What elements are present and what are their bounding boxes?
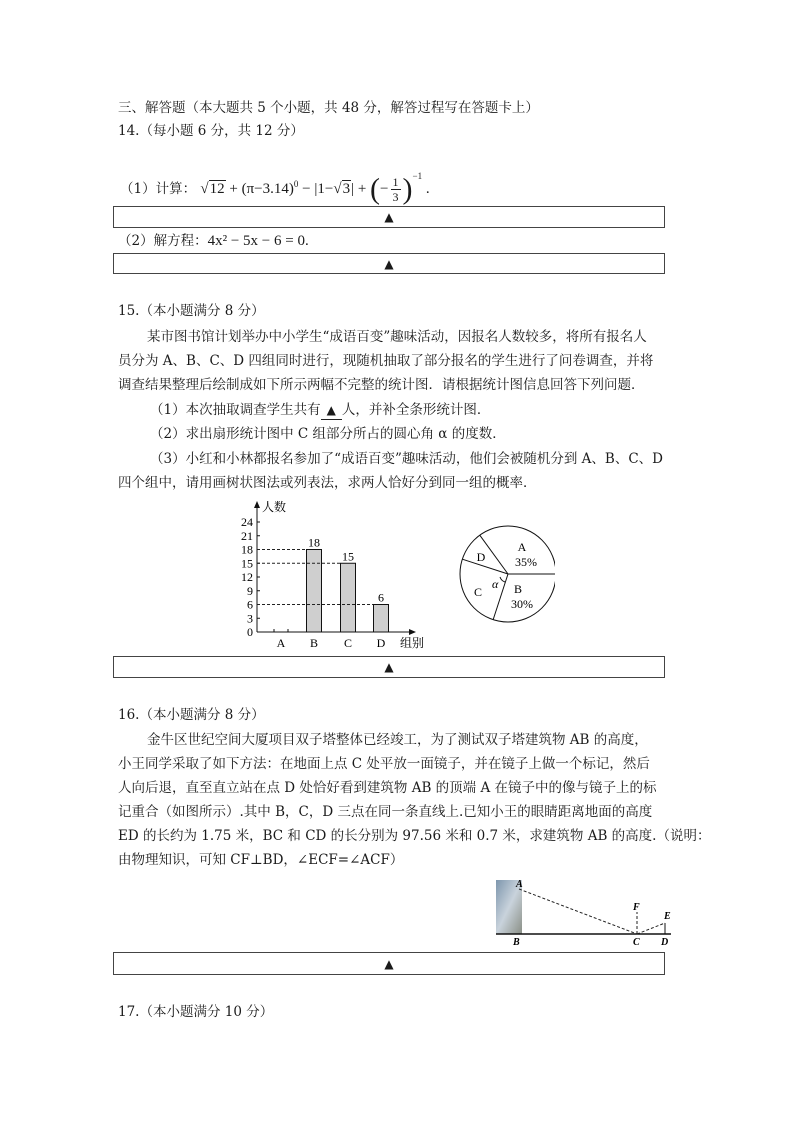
sqrt-arg: 12 xyxy=(209,181,225,197)
x-tick-label: A xyxy=(276,636,286,650)
period: . xyxy=(425,181,430,197)
q14-part1-expression: $√12 + (\pi-3.14)^0 - |1-√3|$ + (− $\frac{1}{3}$ )$^{-1}$ . xyxy=(200,171,430,206)
y-tick-label: 3 xyxy=(247,611,253,626)
q16-line-4: 记重合（如图所示）.其中 B，C，D 三点在同一条直线上.已知小王的眼睛距离地面的高度 xyxy=(118,804,653,820)
y-tick-label: 21 xyxy=(241,528,253,543)
pie-percent-B: 30% xyxy=(511,597,533,611)
bar-chart xyxy=(241,500,424,650)
ray-ac xyxy=(519,889,637,934)
statistics-charts xyxy=(225,500,555,655)
q14-header: 14.（每小题 6 分，共 12 分） xyxy=(118,123,304,139)
q15-sub2: （2）求出扇形统计图中 C 组部分所占的圆心角 α 的度数． xyxy=(150,426,506,442)
y-tick-label: 0 xyxy=(247,625,253,639)
label-f: F xyxy=(633,902,640,913)
fraction xyxy=(391,175,401,204)
q16-line-3: 人向后退，直至直立站在点 D 处恰好看到建筑物 AB 的顶端 A 在镜子中的像与镜子上的标 xyxy=(118,780,657,796)
pie-label-A: A xyxy=(517,540,527,554)
q14-part1-label: （1）计算： xyxy=(120,181,197,197)
pie-chart xyxy=(460,526,555,622)
q15-sub3-line1: （3）小红和小林都报名参加了“成语百变”趣味活动，他们会被随机分到 A、B、C、D xyxy=(150,451,664,467)
y-axis-label: 人数 xyxy=(262,500,287,514)
label-d: D xyxy=(661,937,669,947)
x-axis-arrow xyxy=(409,629,416,635)
q16-header: 16.（本小题满分 8 分） xyxy=(118,707,265,723)
label-a: A xyxy=(516,879,523,890)
angle-alpha-label: α xyxy=(492,577,499,591)
q14-part2 xyxy=(118,232,309,250)
pie-label-B: B xyxy=(513,582,523,596)
q15-sub1 xyxy=(150,401,490,420)
answer-box-14-2[interactable] xyxy=(113,253,665,274)
answer-triangle-icon: ▲ xyxy=(384,660,394,674)
q15-line-1: 某市图书馆计划举办中小学生“成语百变”趣味活动，因报名人数较多，将所有报名人 xyxy=(147,329,647,345)
q15-header: 15.（本小题满分 8 分） xyxy=(118,303,265,319)
ray-ce xyxy=(637,923,665,934)
q16-line-1: 金牛区世纪空间大厦项目双子塔整体已经竣工，为了测试双子塔建筑物 AB 的高度， xyxy=(147,732,648,748)
x-tick-label: D xyxy=(376,636,386,650)
label-b: B xyxy=(513,937,520,947)
abs-sqrt: 3 xyxy=(342,181,351,197)
q14-part2-equation: 4x² − 5x − 6 = 0. xyxy=(207,233,309,249)
frac-num: 1 xyxy=(392,175,399,190)
x-tick-label: B xyxy=(309,636,319,650)
pie-label-D: D xyxy=(476,550,486,564)
bar-B xyxy=(307,550,322,633)
bar-C xyxy=(341,563,356,632)
q17-header: 17.（本小题满分 10 分） xyxy=(118,1004,274,1020)
pie-label-C: C xyxy=(473,585,483,599)
q15-line-3: 调查结果整理后绘制成如下所示两幅不完整的统计图．请根据统计图信息回答下列问题． xyxy=(118,377,645,393)
y-tick-label: 6 xyxy=(247,597,253,612)
x-axis-label: 组别 xyxy=(400,636,425,650)
y-tick-label: 24 xyxy=(241,515,253,529)
q16-line-5: ED 的长约为 1.75 米，BC 和 CD 的长分别为 97.56 米和 0.7 米，求建筑物 AB 的高度.（说明： xyxy=(118,828,711,844)
paren-expr: π−3.14 xyxy=(246,181,289,197)
answer-box-16[interactable] xyxy=(113,952,665,975)
y-tick-label: 9 xyxy=(247,583,253,598)
q16-line-2: 小王同学采取了如下方法：在地面上点 C 处平放一面镜子，并在镜子上做一个标记，然后 xyxy=(118,756,650,772)
q14-part2-label: （2）解方程： xyxy=(118,233,208,249)
mirror-figure xyxy=(490,872,680,947)
exponent-zero: 0 xyxy=(293,179,299,189)
answer-triangle-icon: ▲ xyxy=(326,403,336,417)
data-label: 15 xyxy=(342,549,354,564)
q14-part1 xyxy=(120,160,430,206)
answer-box-14-1[interactable] xyxy=(113,206,665,228)
answer-blank[interactable] xyxy=(321,401,342,420)
x-tick-label: C xyxy=(343,636,353,650)
answer-box-15[interactable] xyxy=(113,656,665,678)
section-title: 三、解答题（本大题共 5 个小题，共 48 分，解答过程写在答题卡上） xyxy=(118,100,539,116)
q15-sub1-text-end: 人，并补全条形统计图． xyxy=(341,402,491,418)
q16-line-6: 由物理知识，可知 CF⊥BD，∠ECF=∠ACF） xyxy=(118,852,404,868)
q15-sub3-line2: 四个组中，请用画树状图法或列表法，求两人恰好分到同一组的概率． xyxy=(118,475,537,491)
q15-sub1-text: （1）本次抽取调查学生共有 xyxy=(150,402,321,418)
y-tick-label: 15 xyxy=(241,556,253,571)
y-tick-label: 18 xyxy=(241,542,253,557)
exponent-neg: −1 xyxy=(412,171,423,181)
q15-line-2: 员分为 A、B、C、D 四组同时进行，现随机抽取了部分报名的学生进行了问卷调查，并将 xyxy=(118,353,654,369)
bar-D xyxy=(374,605,389,633)
answer-triangle-icon: ▲ xyxy=(384,956,394,971)
data-label: 6 xyxy=(378,590,384,605)
frac-den: 3 xyxy=(392,190,399,205)
data-label: 18 xyxy=(308,535,320,550)
label-e: E xyxy=(664,911,671,922)
pie-percent-A: 35% xyxy=(515,555,537,569)
label-c: C xyxy=(633,937,640,947)
abs-left: 1− xyxy=(317,181,334,197)
answer-triangle-icon: ▲ xyxy=(384,256,394,271)
y-axis-arrow xyxy=(254,501,260,508)
y-tick-label: 12 xyxy=(241,570,253,584)
answer-triangle-icon: ▲ xyxy=(384,210,394,224)
